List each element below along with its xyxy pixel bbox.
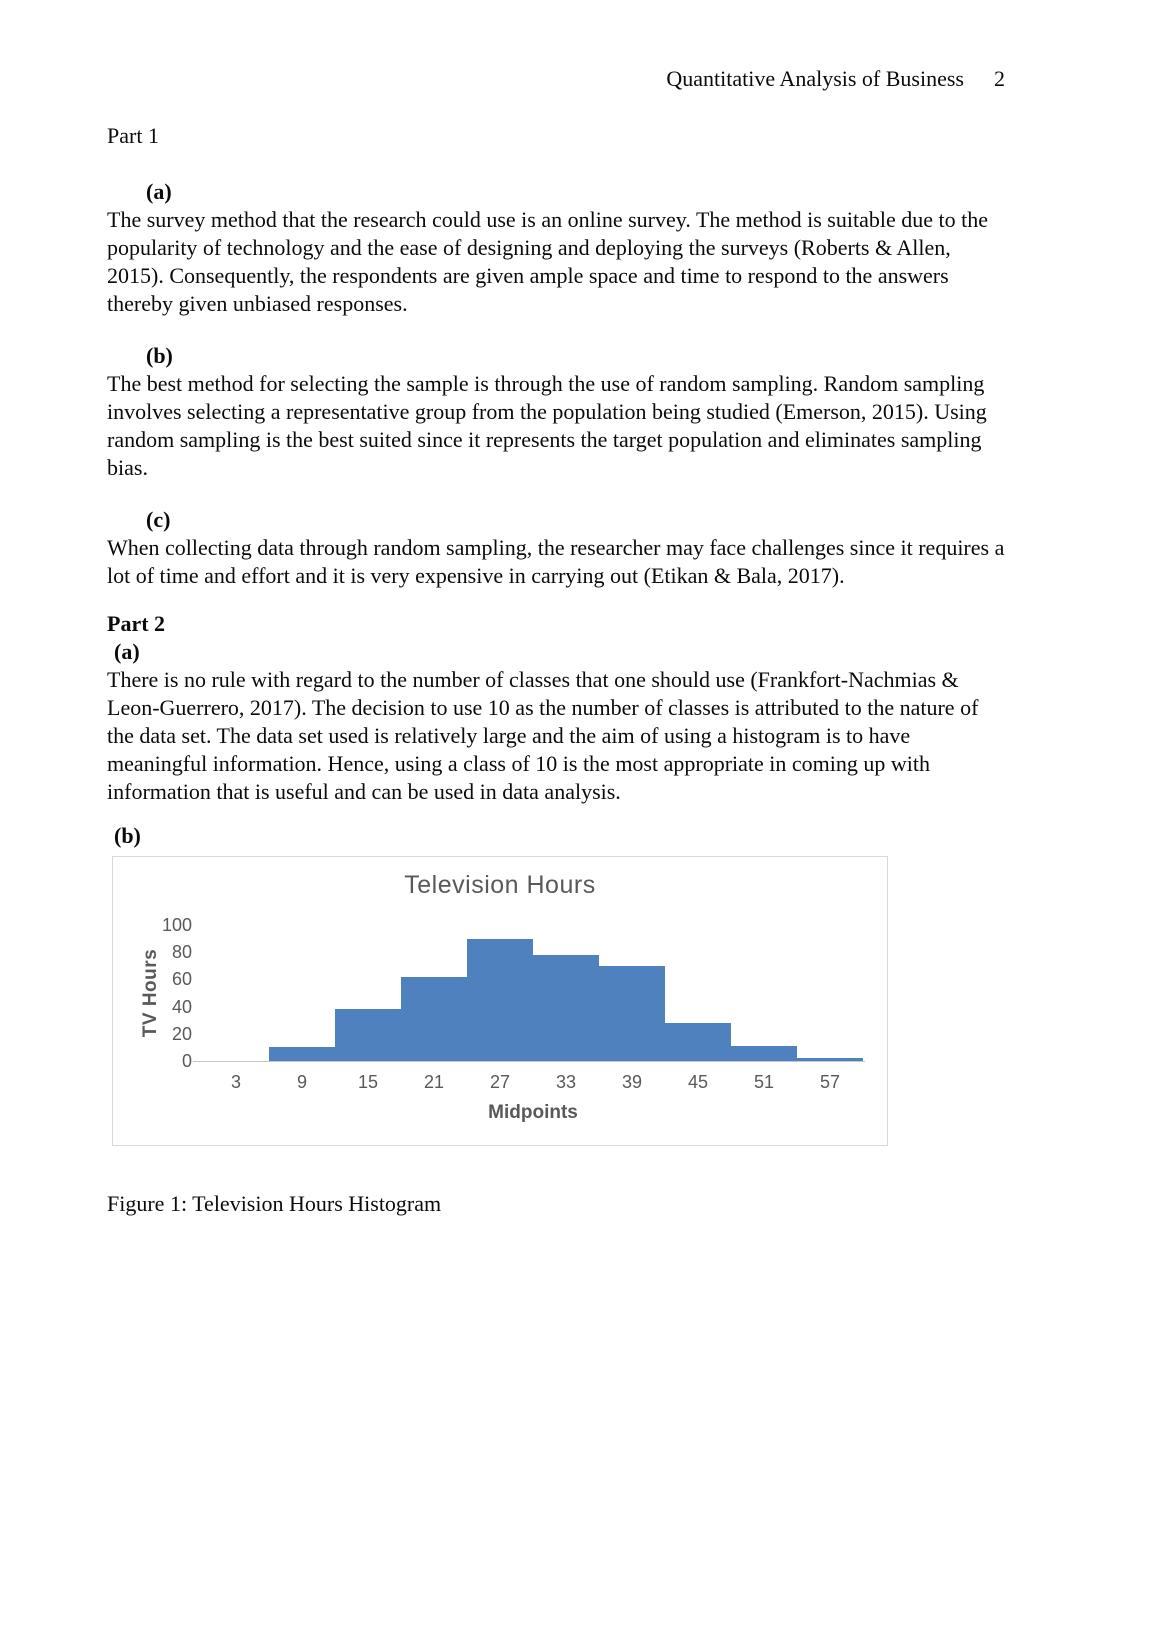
chart-title: Television Hours <box>404 871 596 899</box>
x-axis-title: Midpoints <box>488 1102 578 1123</box>
y-tick-80: 80 <box>171 942 192 963</box>
x-tick-45: 45 <box>687 1072 709 1092</box>
x-tick-9: 9 <box>296 1072 307 1092</box>
bar-midpoint-9 <box>269 1047 335 1061</box>
part2-section-b-label: (b) <box>114 823 141 848</box>
part1-heading: Part 1 <box>107 123 159 148</box>
part1-section-a-text: The survey method that the research could use is an online survey. The method is suitable due to the popularity of technology and the ease of designing and deploying the surveys (Roberts & Allen, 2015). Consequently, the respondents are given ample space and time to respond to the answers thereby given unbiased responses. <box>107 207 988 316</box>
x-tick-15: 15 <box>357 1072 379 1092</box>
x-tick-3: 3 <box>230 1072 241 1092</box>
part1-section-c-label: (c) <box>146 507 171 532</box>
bar-midpoint-57 <box>797 1058 863 1061</box>
x-tick-27: 27 <box>489 1072 511 1092</box>
page-number: 2 <box>994 66 1005 91</box>
part1-section-a-label: (a) <box>146 179 172 204</box>
chart-frame <box>112 856 888 1146</box>
page-header <box>107 66 1005 92</box>
part2-heading: Part 2 <box>107 611 166 636</box>
bar-midpoint-33 <box>533 955 599 1061</box>
x-tick-21: 21 <box>423 1072 445 1092</box>
part2-section-a-text: There is no rule with regard to the number of classes that one should use (Frankfort-Nachmias & Leon-Guerrero, 2017). The decision to use 10 as the number of classes is attributed to the nature of the data set. The data set used is relatively large and the aim of using a histogram is to have meaningful information. Hence, using a class of 10 is the most appropriate in coming up with information that is useful and can be used in data analysis. <box>107 667 979 804</box>
running-head: Quantitative Analysis of Business <box>666 66 964 91</box>
bar-midpoint-45 <box>665 1023 731 1061</box>
part2-section-a-label: (a) <box>114 639 140 664</box>
plot-area <box>203 925 863 1061</box>
y-tick-100: 100 <box>161 915 192 935</box>
bar-midpoint-51 <box>731 1046 797 1061</box>
x-tick-39: 39 <box>621 1072 643 1092</box>
part1-section-c-text: When collecting data through random sampling, the researcher may face challenges since it requires a lot of time and effort and it is very expensive in carrying out (Etikan & Bala, 2017). <box>107 535 1005 588</box>
bar-midpoint-39 <box>599 966 665 1061</box>
y-tick-0: 0 <box>181 1051 192 1071</box>
y-axis-labels <box>113 857 192 1145</box>
part1-section-b-text: The best method for selecting the sample is through the use of random sampling. Random sampling involves selecting a representative group from the population being studied (Emerson, 2015). Using random sampling is the best suited since it represents the target population and eliminates sampling bias. <box>107 371 987 480</box>
x-tick-33: 33 <box>555 1072 577 1092</box>
x-axis-labels <box>203 1071 863 1093</box>
bar-midpoint-27 <box>467 939 533 1061</box>
x-axis-line <box>193 1061 865 1062</box>
x-tick-51: 51 <box>753 1072 775 1092</box>
figure-caption: Figure 1: Television Hours Histogram <box>107 1191 442 1216</box>
y-tick-60: 60 <box>171 969 192 990</box>
y-axis-title-text: TV Hours <box>140 948 161 1038</box>
y-tick-40: 40 <box>171 996 192 1017</box>
x-tick-57: 57 <box>819 1072 841 1092</box>
bar-midpoint-21 <box>401 977 467 1061</box>
bar-midpoint-15 <box>335 1009 401 1061</box>
document-body <box>107 122 1009 1218</box>
y-tick-20: 20 <box>171 1023 192 1044</box>
part1-section-b-label: (b) <box>146 343 173 368</box>
